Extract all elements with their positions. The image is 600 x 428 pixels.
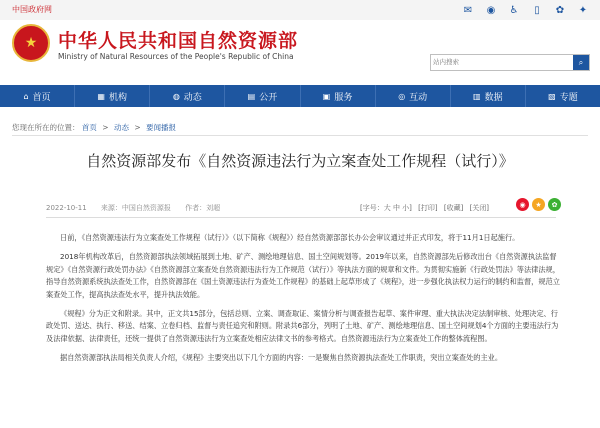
nav-item-service[interactable]: [301, 85, 376, 107]
article-date: 2022-10-11: [46, 204, 87, 212]
article-paragraph: 2018年机构改革后，自然资源部执法领域拓展到土地、矿产、测绘地理信息、国土空间规划等。2019年以来，自然资源部先后修改出台《自然资源执法监督规定》《自然资源行政处罚办法》《自然资源部立案查处自然资源违法行为工作规范（试行）》等执法方面的规章和文件。为贯彻实施新《行政处罚法》等法律法规，指导自然资源系统执法查处工作，自然资源部在《国土资源违法行为查处工作规程》的基础上起草形成了《规程》，进一步强化执法权力运行的制约和监督，规范立案查处工作，提高执法查处水平，提升执法效能。: [46, 252, 560, 299]
search-icon: ⌕: [578, 57, 584, 67]
nav-label: 机构: [108, 92, 127, 103]
breadcrumb-prefix: 您现在所在的位置：: [12, 123, 80, 132]
breadcrumb-separator: >: [134, 123, 141, 132]
news-icon: ◍: [172, 91, 180, 101]
breadcrumb: [12, 122, 176, 133]
breadcrumb-separator: >: [102, 123, 109, 132]
share-qzone-icon[interactable]: ★: [532, 198, 545, 211]
accessibility-icon[interactable]: ♿: [509, 4, 519, 16]
weibo-icon[interactable]: ◉: [486, 4, 496, 16]
breadcrumb-divider: [12, 135, 588, 136]
meta-divider: [46, 217, 556, 218]
nav-label: 服务: [334, 92, 353, 103]
wechat-icon[interactable]: ✿: [555, 4, 565, 16]
article-paragraph: 日前，《自然资源违法行为立案查处工作规程（试行）》（以下简称《规程》）经自然资源部部长办公会审议通过并正式印发，将于11月1日起施行。: [60, 233, 520, 242]
nav-item-interact[interactable]: [376, 85, 451, 107]
share-group: [516, 198, 561, 211]
mail2-icon[interactable]: ✦: [578, 4, 588, 16]
print-button[interactable]: [打印]: [418, 204, 438, 212]
article-author: 作者：刘超: [185, 204, 221, 212]
nav-label: 动态: [183, 92, 202, 103]
close-button[interactable]: [关闭]: [469, 204, 490, 212]
article-tools: [360, 203, 493, 213]
search-box: [430, 54, 590, 71]
article-body: [46, 232, 560, 372]
nav-label: 首页: [32, 92, 51, 103]
site-title-english: Ministry of Natural Resources of the People's Republic of China: [58, 52, 294, 61]
service-icon: ▣: [322, 91, 331, 101]
nav-item-org[interactable]: [75, 85, 150, 107]
article-source: 来源：中国自然资源报: [100, 204, 171, 212]
nav-label: 数据: [484, 92, 503, 103]
share-weibo-icon[interactable]: ◉: [516, 198, 529, 211]
site-title[interactable]: 中华人民共和国自然资源部: [58, 30, 299, 52]
share-wechat-icon[interactable]: ✿: [548, 198, 561, 211]
font-size-control[interactable]: [字号：大 中 小]: [360, 204, 412, 212]
nav-item-data[interactable]: [451, 85, 526, 107]
mail-icon[interactable]: ✉: [463, 4, 473, 16]
home-icon: ⌂: [23, 91, 29, 101]
favorite-button[interactable]: [收藏]: [443, 204, 464, 212]
nav-item-news[interactable]: [150, 85, 225, 107]
gov-portal-link[interactable]: 中国政府网: [12, 5, 52, 14]
interact-icon: ◎: [398, 91, 406, 101]
nav-item-topic[interactable]: [526, 85, 600, 107]
mobile-icon[interactable]: ▯: [534, 4, 540, 16]
nav-label: 专题: [559, 92, 578, 103]
nav-item-home[interactable]: [0, 85, 75, 107]
nav-item-open[interactable]: [225, 85, 300, 107]
data-icon: ▥: [473, 91, 481, 101]
top-bar: [0, 0, 600, 21]
main-nav: [0, 85, 600, 107]
topic-icon: ▧: [548, 91, 556, 101]
article-meta: [46, 203, 232, 213]
article-paragraph: 据自然资源部执法局相关负责人介绍，《规程》主要突出以下几个方面的内容：一是聚焦自然资源执法查处工作职责，突出立案查处的主业。: [60, 353, 503, 363]
article-paragraph: 《规程》分为正文和附录。其中，正文共15部分，包括总则、立案、调查取证、案情分析与调查报告起草、案件审理、重大执法决定法制审核、处理决定、行政处罚、送达、执行、移送、结案、立卷归档、监督与责任追究和附则。附录共6部分，列明了土地、矿产、测绘地理信息、国土空间规划4个方面的主要违法行为及法律依据、法律责任，还统一提供了自然资源违法行为立案查处相应法律文书的参考格式。自然资源违法行为立案查处工作的整体流程图。: [46, 309, 559, 343]
nav-label: 互动: [409, 92, 428, 103]
breadcrumb-home[interactable]: 首页: [81, 123, 97, 132]
national-emblem-logo: ★: [12, 24, 50, 62]
search-input[interactable]: [433, 56, 563, 68]
nav-label: 公开: [259, 92, 278, 103]
article-title: 自然资源部发布《自然资源违法行为立案查处工作规程（试行）》: [86, 152, 514, 170]
search-button[interactable]: [573, 55, 589, 70]
open-icon: ▤: [247, 91, 256, 101]
top-icon-group: [461, 3, 590, 17]
breadcrumb-news[interactable]: 动态: [113, 123, 129, 132]
breadcrumb-headlines[interactable]: 要闻播报: [146, 123, 177, 132]
org-icon: ▦: [97, 91, 105, 101]
